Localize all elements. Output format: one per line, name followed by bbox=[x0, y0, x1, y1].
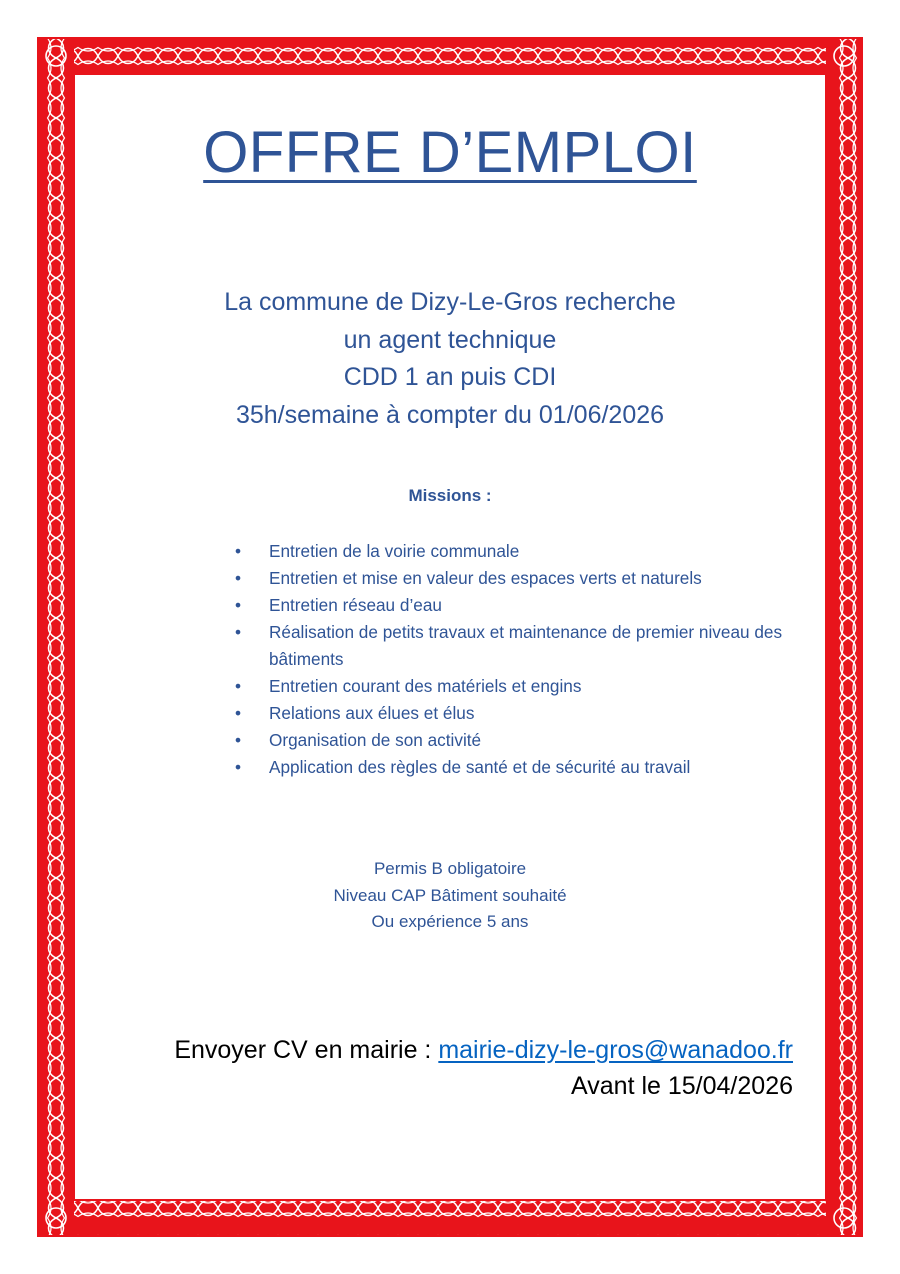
contact-block bbox=[174, 1032, 793, 1104]
mission-text: Entretien courant des matériels et engins bbox=[269, 676, 582, 696]
list-item bbox=[230, 754, 790, 781]
mission-text: Organisation de son activité bbox=[269, 730, 482, 750]
bullet-icon: • bbox=[235, 622, 242, 642]
contact-label: Envoyer CV en mairie : bbox=[174, 1036, 439, 1064]
bullet-icon: • bbox=[235, 568, 242, 588]
bullet-icon: • bbox=[235, 541, 242, 561]
bullet-icon: • bbox=[235, 676, 242, 696]
page-title: OFFRE D’EMPLOI bbox=[203, 120, 697, 185]
bullet-icon: • bbox=[235, 730, 242, 750]
list-item bbox=[230, 673, 790, 700]
missions-list bbox=[230, 538, 790, 781]
mission-text: Entretien de la voirie communale bbox=[269, 541, 520, 561]
intro-line: 35h/semaine à compter du 01/06/2026 bbox=[235, 400, 665, 429]
requirements bbox=[0, 856, 900, 936]
intro-line: CDD 1 an puis CDI bbox=[343, 363, 557, 391]
intro-line: La commune de Dizy-Le-Gros recherche bbox=[224, 288, 676, 316]
requirement-line: Permis B obligatoire bbox=[373, 859, 527, 878]
intro-line: un agent technique bbox=[343, 325, 557, 354]
list-item bbox=[230, 700, 790, 727]
mission-text: Relations aux élues et élus bbox=[269, 703, 475, 723]
list-item bbox=[230, 592, 790, 619]
job-intro bbox=[0, 284, 900, 434]
contact-line bbox=[174, 1032, 793, 1068]
requirement-line: Niveau CAP Bâtiment souhaité bbox=[333, 885, 567, 905]
bullet-icon: • bbox=[235, 757, 242, 777]
email-link[interactable]: mairie-dizy-le-gros@wanadoo.fr bbox=[438, 1036, 793, 1064]
list-item bbox=[230, 538, 790, 565]
list-item bbox=[230, 565, 790, 592]
requirement-line: Ou expérience 5 ans bbox=[371, 912, 529, 931]
mission-text: Entretien réseau d’eau bbox=[269, 595, 442, 615]
deadline: Avant le 15/04/2026 bbox=[571, 1072, 793, 1100]
missions-heading: Missions : bbox=[408, 486, 492, 505]
mission-text: Entretien et mise en valeur des espaces verts et naturels bbox=[269, 568, 702, 588]
list-item bbox=[230, 619, 790, 673]
bullet-icon: • bbox=[235, 595, 242, 615]
list-item bbox=[230, 727, 790, 754]
mission-text: Réalisation de petits travaux et maintenance de premier niveau des bâtiments bbox=[269, 622, 783, 669]
mission-text: Application des règles de santé et de sécurité au travail bbox=[269, 757, 691, 777]
bullet-icon: • bbox=[235, 703, 242, 723]
